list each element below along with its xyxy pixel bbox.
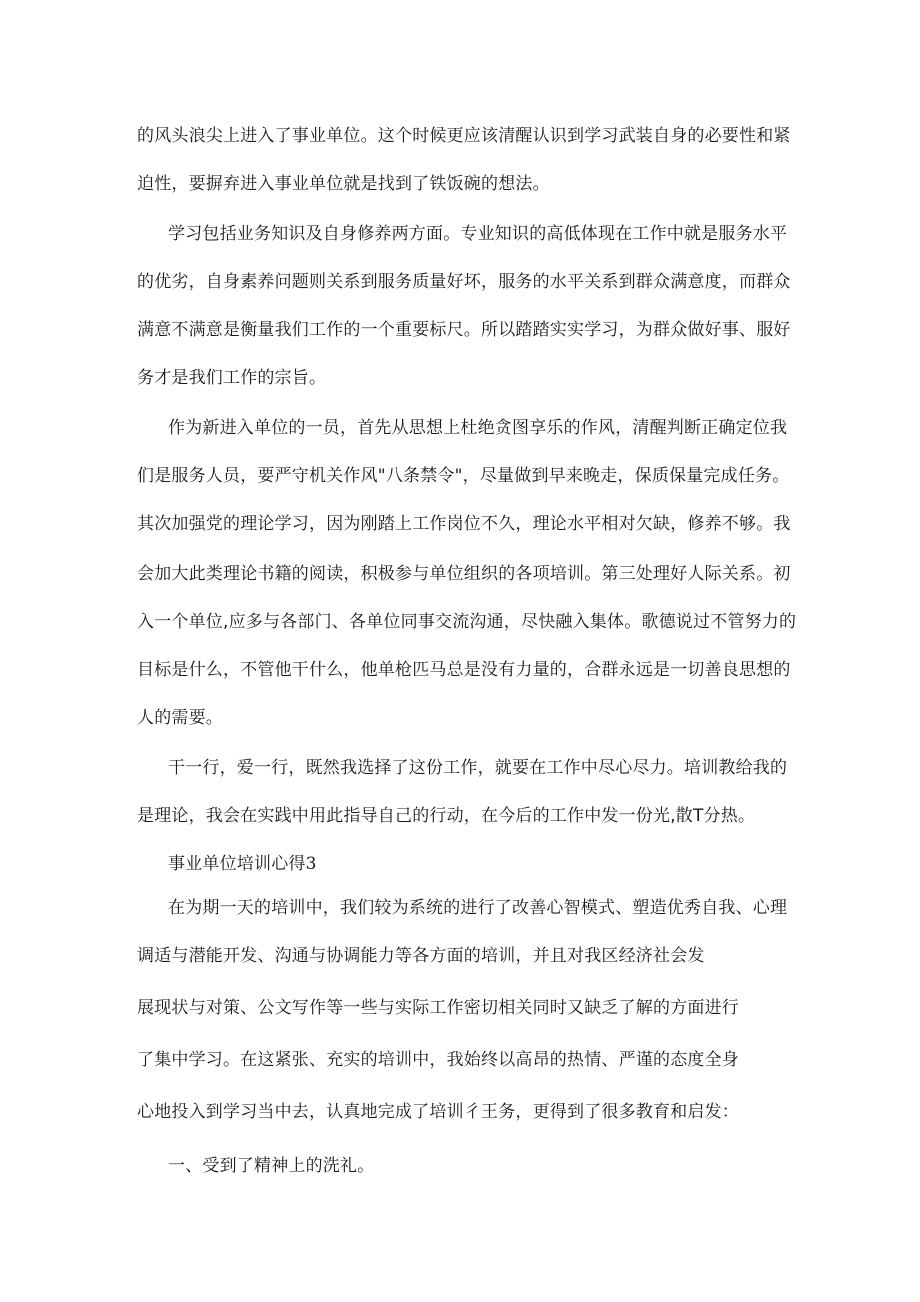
paragraph-line: 们是服务人员，要严守机关作风"八条禁令"，尽量做到早来晚走，保质保量完成任务。 <box>137 466 790 486</box>
paragraph-line: 的优劣，自身素养问题则关系到服务质量好坏，服务的水平关系到群众满意度，而群众 <box>137 272 791 292</box>
paragraph-line: 满意不满意是衡量我们工作的一个重要标尺。所以踏踏实实学习，为群众做好事、服好 <box>137 320 791 340</box>
paragraph-line: 目标是什么，不管他干什么，他单枪匹马总是没有力量的，合群永远是一切善良思想的 <box>137 660 791 680</box>
paragraph-line: 的风头浪尖上进入了事业单位。这个时候更应该清醒认识到学习武装自身的必要性和紧 <box>137 126 791 146</box>
section-heading: 事业单位培训心得3 <box>168 854 317 874</box>
paragraph-line: 其次加强党的理论学习，因为刚踏上工作岗位不久，理论水平相对欠缺，修养不够。我 <box>137 514 791 534</box>
paragraph-line: 入一个单位,应多与各部门、各单位同事交流沟通，尽快融入集体。歌德说过不管努力的 <box>137 612 797 632</box>
paragraph-line: 在为期一天的培训中，我们较为系统的进行了改善心智模式、塑造优秀自我、心理 <box>168 898 788 918</box>
paragraph-line: 是理论，我会在实践中用此指导自己的行动，在今后的工作中发一份光,散T分热。 <box>137 806 756 826</box>
list-item: 一、受到了精神上的洗礼。 <box>168 1156 375 1176</box>
paragraph-line: 学习包括业务知识及自身修养两方面。专业知识的高低体现在工作中就是服务水平 <box>168 224 788 244</box>
paragraph-line: 务才是我们工作的宗旨。 <box>137 368 327 388</box>
paragraph-line: 了集中学习。在这紧张、充实的培训中，我始终以高昂的热情、严谨的态度全身 <box>137 1050 739 1070</box>
paragraph-line: 作为新进入单位的一员，首先从思想上杜绝贪图享乐的作风，清醒判断正确定位我 <box>168 418 788 438</box>
paragraph-line: 调适与潜能开发、沟通与协调能力等各方面的培训，并且对我区经济社会发 <box>137 946 705 966</box>
paragraph-line: 心地投入到学习当中去，认真地完成了培训彳王务，更得到了很多教育和启发： <box>137 1102 739 1122</box>
paragraph-line: 人的需要。 <box>137 708 223 728</box>
paragraph-line: 会加大此类理论书籍的阅读，积极参与单位组织的各项培训。第三处理好人际关系。初 <box>137 564 791 584</box>
paragraph-line: 干一行，爱一行，既然我选择了这份工作，就要在工作中尽心尽力。培训教给我的 <box>168 758 788 778</box>
paragraph-line: 迫性，要摒弃进入事业单位就是找到了铁饭碗的想法。 <box>137 174 550 194</box>
paragraph-line: 展现状与对策、公文写作等一些与实际工作密切相关同时又缺乏了解的方面进行 <box>137 998 739 1018</box>
